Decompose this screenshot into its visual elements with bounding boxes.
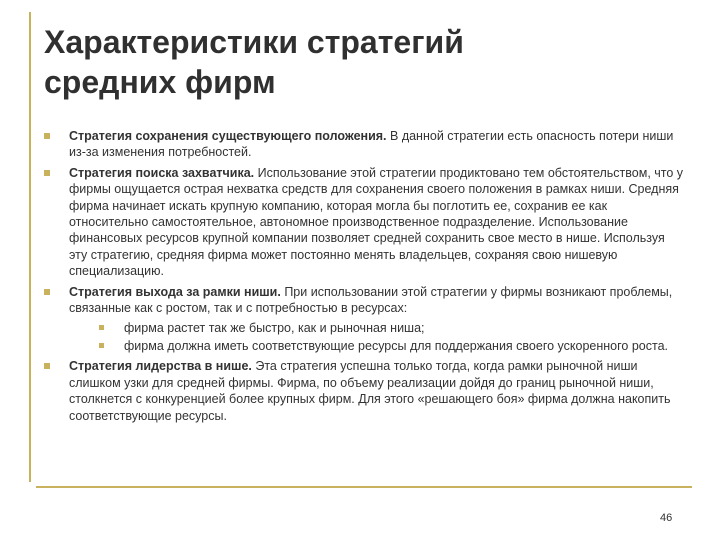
square-sub-bullet-icon <box>99 343 104 348</box>
slide-title <box>44 22 684 102</box>
item-body: Использование этой стратегии продиктовано тем обстоятельством, что у фирмы ощущается острая нехватка средств для сохранения своего положения в рамках ниши. Средняя фирма начинает искать крупную компанию, которая могла бы поглотить ее, сохранив ее как относительно самостоятельное, автономное производственное подразделение. Использование финансовых ресурсов крупной компании позволяет средней сохранить свое место в нише. Используя эту стратегию, средняя фирма может постоянно менять владельцев, сохраняя свою нишевую специализацию. <box>69 165 684 279</box>
sub-list-item <box>44 320 684 336</box>
item-lead: Стратегия поиска захватчика. <box>69 165 255 180</box>
item-lead: Стратегия лидерства в нише. <box>69 359 252 374</box>
list-item-text <box>69 284 684 317</box>
square-bullet-icon <box>44 363 50 369</box>
square-bullet-icon <box>44 170 50 176</box>
list-item <box>44 128 684 161</box>
list-item <box>44 284 684 317</box>
square-bullet-icon <box>44 289 50 295</box>
list-item-text <box>69 358 684 424</box>
bullet-list <box>44 128 684 428</box>
frame-horizontal-line <box>36 486 692 488</box>
item-body: При использовании этой стратегии у фирмы возникают проблемы, связанные как с ростом, так и с потребностью в ресурсах: <box>69 284 673 316</box>
item-body: В данной стратегии есть опасность потери ниши из-за изменения потребностей. <box>69 129 674 160</box>
item-lead: Стратегия выхода за рамки ниши. <box>69 284 281 299</box>
list-item-text <box>69 165 684 280</box>
list-item <box>44 358 684 424</box>
item-lead: Стратегия сохранения существующего положения. <box>69 129 387 143</box>
title-line-2: средних фирм <box>44 64 276 100</box>
title-line-1: Характеристики стратегий <box>44 24 464 60</box>
square-sub-bullet-icon <box>99 325 104 330</box>
sub-item-text: фирма растет так же быстро, как и рыночная ниша; <box>124 321 425 336</box>
sub-item-text: фирма должна иметь соответствующие ресурсы для поддержания своего ускоренного роста. <box>124 338 668 353</box>
page-number: 46 <box>660 512 673 524</box>
list-item-text <box>69 128 684 161</box>
sub-list-item <box>44 338 684 354</box>
square-bullet-icon <box>44 133 50 139</box>
list-item <box>44 165 684 280</box>
item-body: Эта стратегия успешна только тогда, когда рамки рыночной ниши слишком узки для средней фирмы. Фирма, по объему реализации дойдя до границ рыночной ниши, столкнется с конкуренцией более крупных фирм. Для этого «решающего боя» фирма должна накопить соответствующие ресурсы. <box>69 359 671 423</box>
frame-vertical-line <box>29 12 31 482</box>
